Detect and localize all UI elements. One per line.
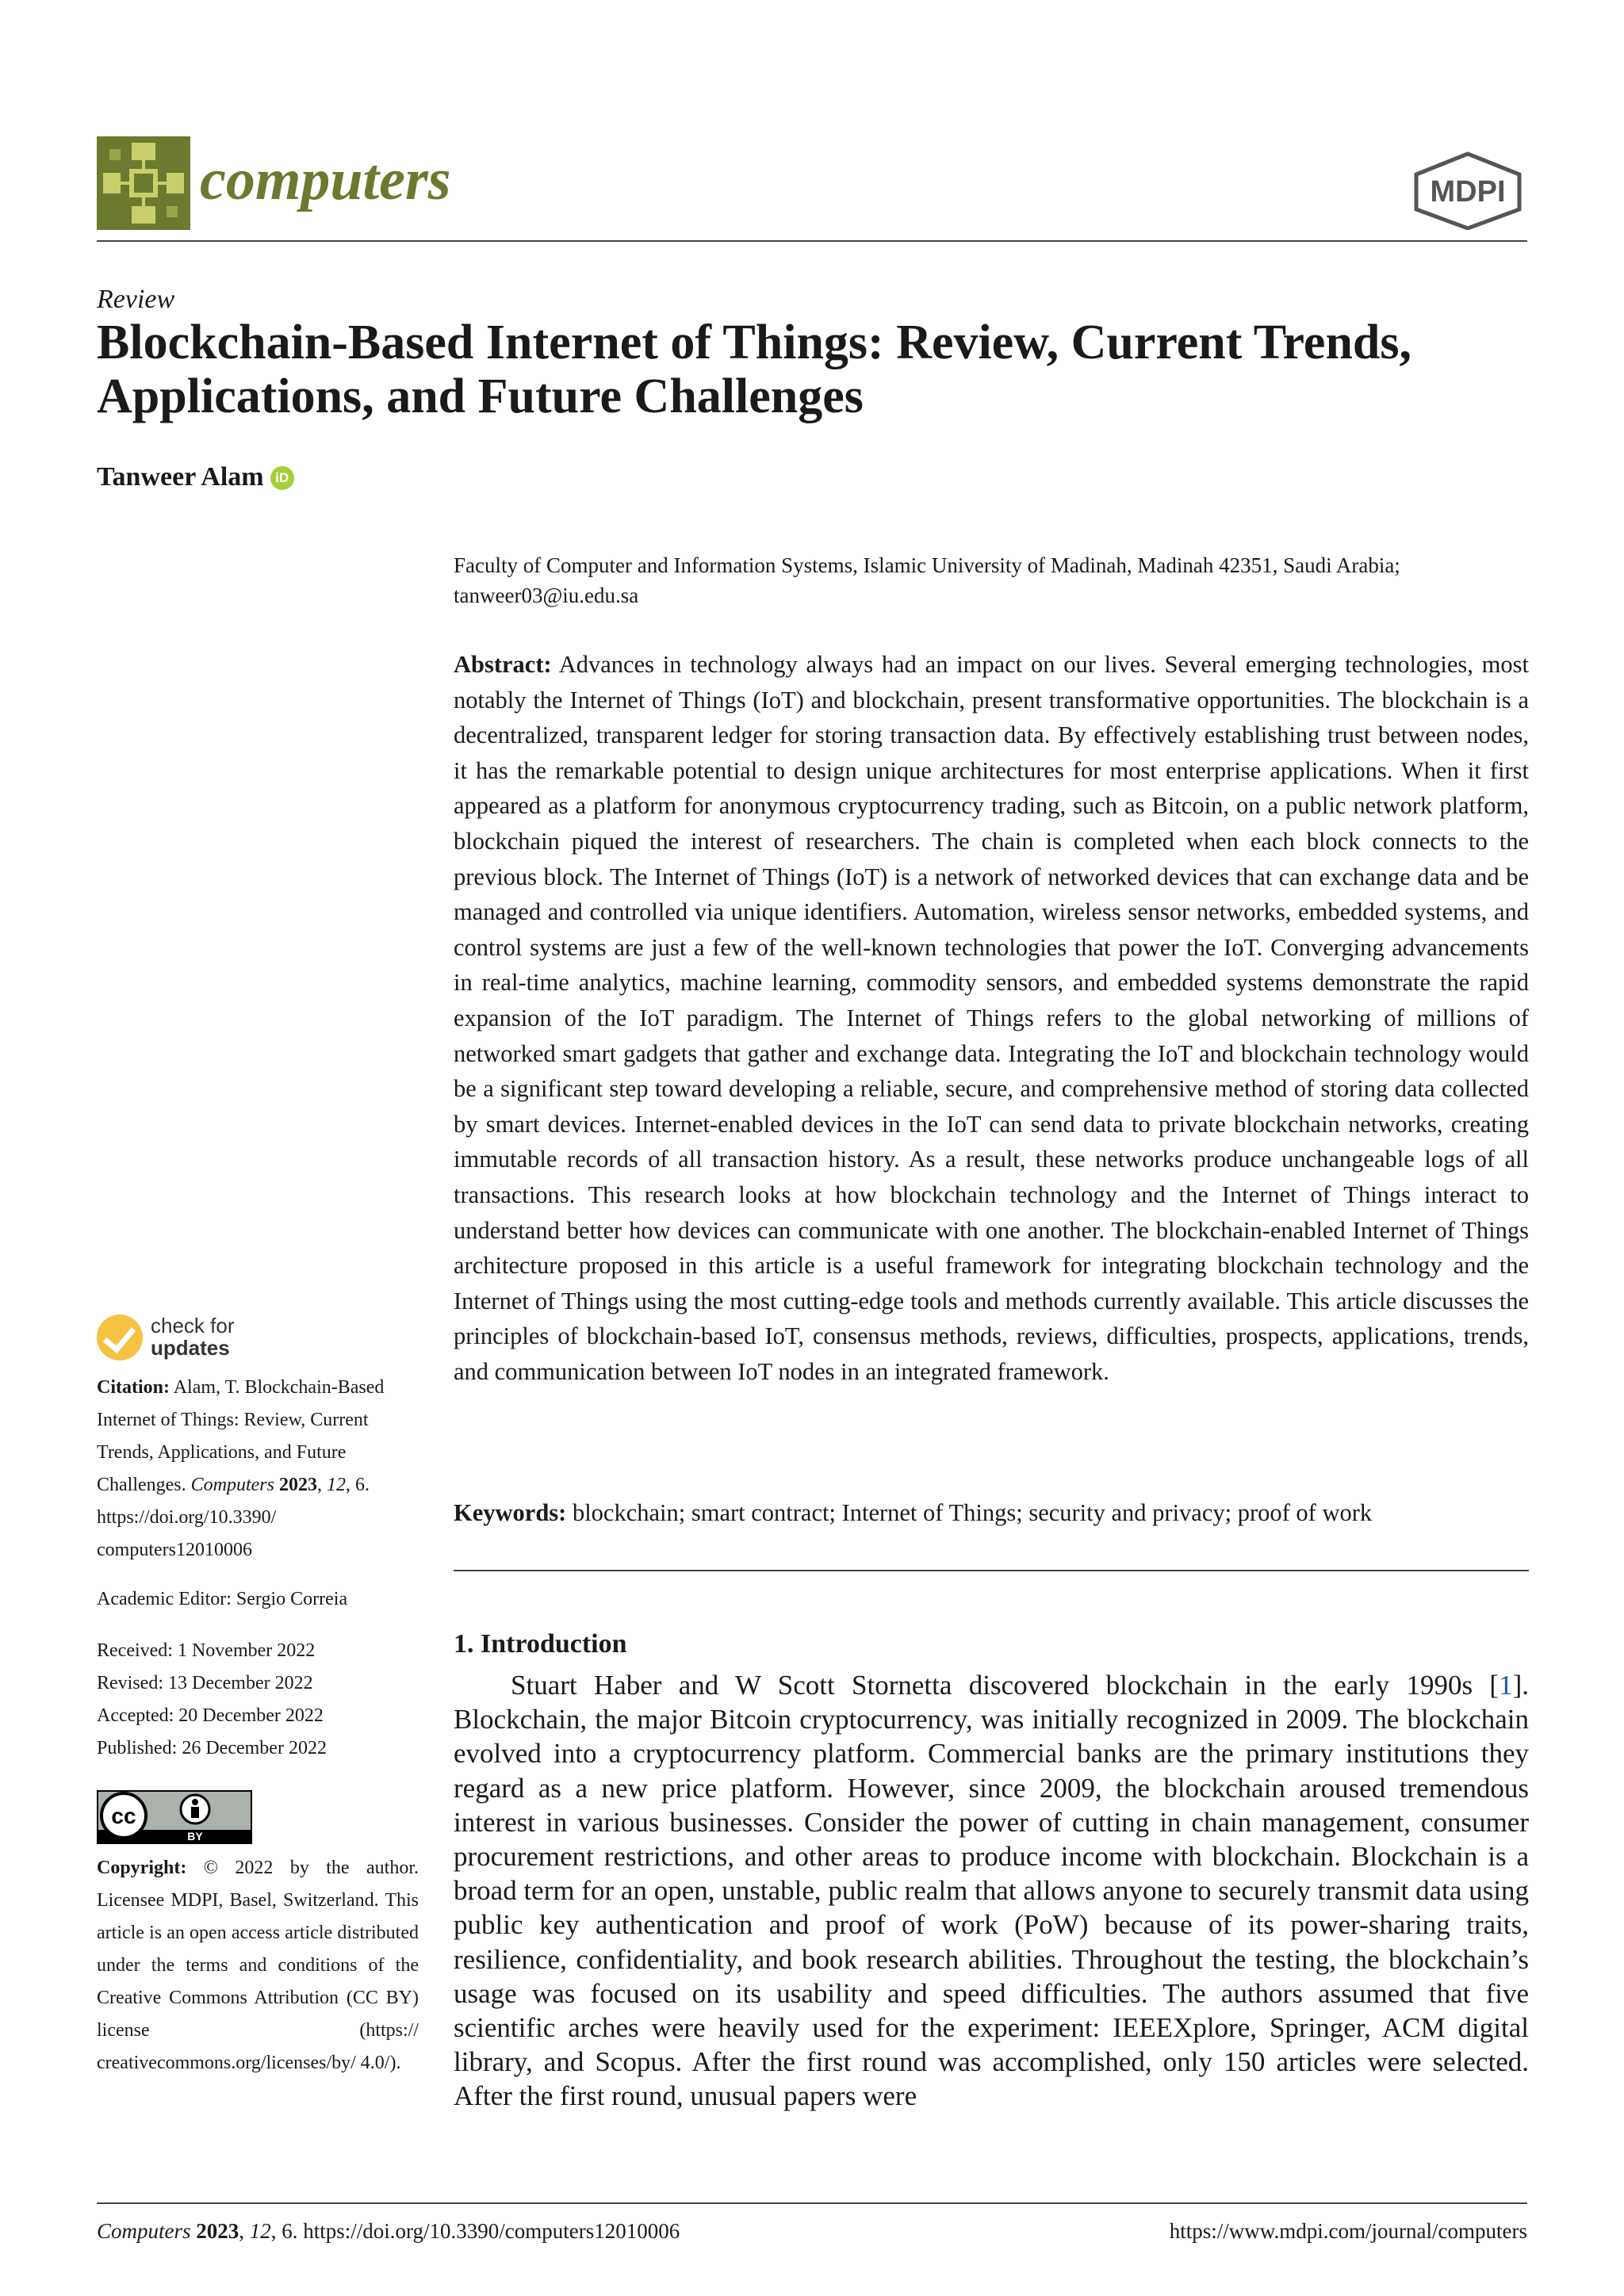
- citation-year: 2023: [278, 1475, 317, 1495]
- published-date: Published: 26 December 2022: [97, 1738, 327, 1758]
- citation-doi[interactable]: , 6. https://doi.org/10.3390/ computers12010006: [97, 1475, 370, 1560]
- keywords-text: blockchain; smart contract; Internet of Things; security and privacy; proof of work: [572, 1499, 1373, 1526]
- affiliation: [454, 550, 1529, 610]
- check-updates-line2: updates: [151, 1336, 230, 1360]
- check-for-updates-badge[interactable]: [97, 1313, 271, 1364]
- abstract: [454, 647, 1529, 1389]
- academic-editor: Academic Editor: Sergio Correia: [97, 1589, 348, 1609]
- journal-name: computers: [200, 147, 451, 212]
- introduction-paragraph: [454, 1668, 1529, 2114]
- intro-text-part2: ]. Blockchain, the major Bitcoin cryptocurrency, was initially recognized in 2009. The blockchain evolved into a cryptocurrency platform. Commercial banks are the primary institutions they regard as a new price platform. However, since 2009, the blockchain aroused tremendous interest in various businesses. Consider the power of cutting in chain management, consumer procurement restrictions, and other areas to produce income with blockchain. Blockchain is a broad term for an open, unstable, public realm that allows anyone to securely transmit data using public key authentication and proof of work (PoW) because of its power-sharing traits, resilience, confidentiality, and book research abilities. Throughout the testing, the blockchain’s usage was focused on its usability and speed difficulties. The authors assumed that five scientific arches were heavily used for the experiment: IEEEXplore, Springer, ACM digital library, and Scopus. After the first round was accomplished, only 150 articles were selected. After the first round, unusual papers were: [454, 1670, 1529, 2112]
- footer-journal-url[interactable]: https://www.mdpi.com/journal/computers: [1169, 2219, 1527, 2243]
- abstract-text: Advances in technology always had an impact on our lives. Several emerging technologies, most notably the Internet of Things (IoT) and blockchain, present transformative opportunities. The blockchain is a decentralized, transparent ledger for storing transaction data. By effectively establishing trust between nodes, it has the remarkable potential to design unique architectures for most enterprise applications. When it first appeared as a platform for anonymous cryptocurrency trading, such as Bitcoin, on a public network platform, blockchain piqued the interest of researchers. The chain is completed when each block connects to the previous block. The Internet of Things (IoT) is a network of networked devices that can exchange data and be managed and controlled via unique identifiers. Automation, wireless sensor networks, embedded systems, and control systems are just a few of the well-known technologies that power the IoT. Converging advancements in real-time analytics, machine learning, commodity sensors, and embedded systems demonstrate the rapid expansion of the IoT paradigm. The Internet of Things refers to the global networking of millions of networked smart gadgets that gather and exchange data. Integrating the IoT and blockchain technology would be a significant step toward developing a reliable, secure, and comprehensive method of storing data collected by smart devices. Internet-enabled devices in the IoT can send data to private blockchain networks, creating immutable records of all transaction history. As a result, these networks produce unchangeable logs of all transactions. This research looks at how blockchain technology and the Internet of Things interact to understand better how devices can communicate with one another. The blockchain-enabled Internet of Things architecture proposed in this article is a useful framework for integrating blockchain technology and the Internet of Things using the most cutting-edge tools and methods currently available. This article discusses the principles of blockchain-based IoT, consensus methods, reviews, difficulties, prospects, applications, trends, and communication between IoT nodes in an integrated framework.: [454, 651, 1529, 1385]
- footer-divider: [97, 2202, 1527, 2204]
- reference-link[interactable]: 1: [1499, 1670, 1513, 1701]
- author-name[interactable]: Tanweer Alam: [97, 462, 264, 492]
- affiliation-text: Faculty of Computer and Information Systems, Islamic University of Madinah, Madinah 42351, Saudi Arabia;: [454, 553, 1400, 577]
- received-date: Received: 1 November 2022: [97, 1640, 316, 1661]
- footer-journal: Computers: [97, 2219, 191, 2243]
- footer-year: 2023: [196, 2219, 239, 2243]
- author-line: [97, 460, 294, 495]
- section-divider: [454, 1570, 1529, 1571]
- copyright-label: Copyright:: [97, 1858, 187, 1878]
- article-title: Blockchain-Based Internet of Things: Review, Current Trends, Applications, and Future Challenges: [97, 316, 1412, 423]
- citation-text-1: Alam, T. Blockchain-Based Internet of Things: Review, Current Trends, Applications, and Future Challenges.: [97, 1377, 385, 1495]
- citation: Citation: Alam, T. Blockchain-Based Internet of Things: Review, Current Trends, Applications, and Future Challenges. Computers 2023, 12, 6. https://doi.org/10.3390/ computers12010006: [97, 1377, 385, 1560]
- check-updates-line1: check for: [151, 1314, 235, 1337]
- abstract-label: Abstract:: [454, 651, 552, 678]
- copyright: [97, 1852, 419, 2080]
- mdpi-logo-text: MDPI: [1430, 175, 1506, 209]
- publication-dates: [97, 1635, 419, 1765]
- keywords-label: Keywords:: [454, 1499, 567, 1526]
- mdpi-logo: [1408, 151, 1527, 230]
- affiliation-email[interactable]: tanweer03@iu.edu.sa: [454, 584, 639, 607]
- keywords: [454, 1495, 1529, 1530]
- copyright-text: © 2022 by the author. Licensee MDPI, Basel, Switzerland. This article is an open access article distributed under the terms and conditions of the Creative Commons Attribution (CC BY) license (https:// creativecommons.org/licenses/by/ 4.0/).: [97, 1858, 419, 2073]
- article-type: Review: [97, 285, 175, 314]
- journal-logo-icon: [97, 136, 190, 230]
- citation-volume: 12: [326, 1475, 346, 1495]
- cc-label: cc: [111, 1804, 136, 1828]
- cc-by-label: BY: [187, 1830, 203, 1843]
- footer-volume: 12: [249, 2219, 271, 2243]
- accepted-date: Accepted: 20 December 2022: [97, 1705, 324, 1726]
- check-updates-text: [151, 1314, 235, 1359]
- footer-doi[interactable]: , 6. https://doi.org/10.3390/computers12010006: [270, 2219, 680, 2243]
- cc-by-license-icon[interactable]: [97, 1790, 252, 1844]
- citation-label: Citation:: [97, 1377, 170, 1398]
- checkmark-icon: [97, 1314, 143, 1360]
- intro-text-part1: Stuart Haber and W Scott Stornetta discovered blockchain in the early 1990s [: [511, 1670, 1500, 1701]
- footer-citation: Computers 2023, 12, 6. https://doi.org/10.3390/computers12010006: [97, 2219, 680, 2243]
- revised-date: Revised: 13 December 2022: [97, 1673, 313, 1693]
- orcid-icon[interactable]: iD: [270, 466, 294, 490]
- header-divider: [97, 240, 1527, 242]
- citation-journal: Computers: [190, 1475, 274, 1495]
- section-heading: 1. Introduction: [454, 1629, 627, 1659]
